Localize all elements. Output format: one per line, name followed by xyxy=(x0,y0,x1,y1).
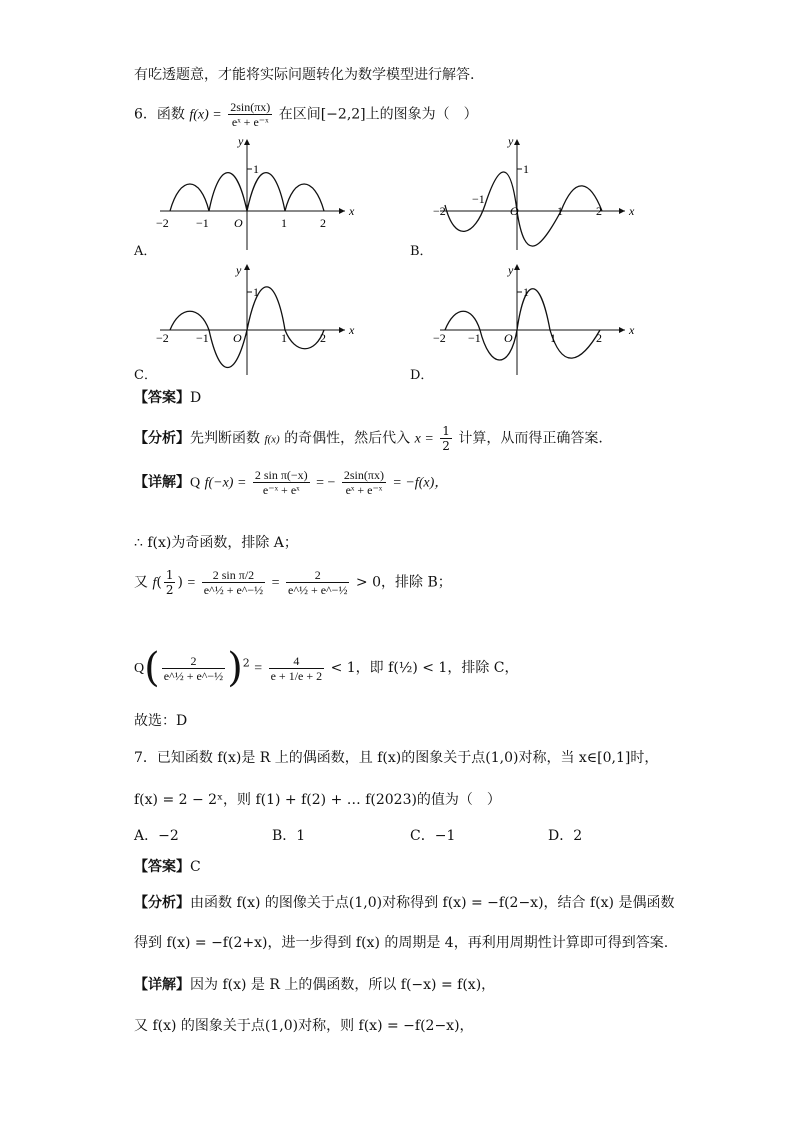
graph-a xyxy=(150,135,360,255)
q6-analysis-a: 先判断函数 xyxy=(190,430,260,447)
graph-b-y: y xyxy=(508,135,514,148)
graph-b-x: x xyxy=(629,204,635,218)
q6-step3-frac1-den: e^½ + e^−½ xyxy=(163,668,224,683)
q7-choice-b: B．1 xyxy=(272,828,306,844)
q7-choice-d: D．2 xyxy=(548,828,583,844)
q7-choice-c: C．−1 xyxy=(410,828,456,844)
option-d-label: D． xyxy=(410,368,434,383)
q6-analysis xyxy=(134,424,603,453)
graph-d-x: x xyxy=(629,323,635,337)
graph-a-tick-1: 1 xyxy=(281,216,287,230)
q6-detail-frac2 xyxy=(342,468,386,497)
q6-analysis-b: 的奇偶性，然后代入 xyxy=(284,430,411,447)
q6-detail-frac1-num: 2 sin π(−x) xyxy=(254,468,308,482)
q6-step3-eq: = xyxy=(254,661,263,676)
graph-a-one: 1 xyxy=(253,162,259,176)
q6-conclusion: 故选：D xyxy=(134,713,188,729)
q6-step2-f: f xyxy=(152,575,157,591)
graph-a-y: y xyxy=(238,135,244,148)
q6-step2-frac2 xyxy=(286,568,349,597)
graph-c-x: x xyxy=(349,323,355,337)
q6-stem xyxy=(134,100,478,129)
q7-answer xyxy=(134,857,201,877)
graph-c-tick-n1: −1 xyxy=(196,331,209,345)
q7-answer-tag: 【答案】 xyxy=(134,859,190,875)
q6-detail-1 xyxy=(134,468,448,497)
q7-analysis-2: 得到 f(x) = −f(2+x)，进一步得到 f(x) 的周期是 4，再利用周期性计算即可得到答案. xyxy=(134,935,669,951)
graph-c-one: 1 xyxy=(253,285,259,299)
q6-step2-frac2-num: 2 xyxy=(286,568,349,583)
q6-fraction-num: 2sin(πx) xyxy=(230,100,271,114)
q7-analysis-1 xyxy=(134,893,674,913)
graph-b-O: O xyxy=(510,204,519,218)
q6-detail-frac2-num: 2sin(πx) xyxy=(343,468,384,482)
q6-step3-tail: < 1，即 f(½) < 1，排除 C， xyxy=(330,660,519,676)
q6-analysis-tag: 【分析】 xyxy=(134,430,190,447)
graph-a-O: O xyxy=(234,216,243,230)
option-c-label: C． xyxy=(134,368,157,383)
graph-d-tick-n1: −1 xyxy=(468,331,481,345)
q6-answer-value: D xyxy=(190,390,202,406)
option-a-label: A． xyxy=(134,244,157,259)
q6-number: 6．函数 xyxy=(134,106,185,123)
q7-analysis-tag: 【分析】 xyxy=(134,895,190,911)
q6-step-1: ∴ f(x)为奇函数，排除 A； xyxy=(134,535,298,551)
q7-detail-2: 又 f(x) 的图象关于点(1,0)对称，则 f(x) = −f(2−x)， xyxy=(134,1018,474,1034)
q6-step2-eq: = xyxy=(271,575,280,591)
graph-c-y: y xyxy=(236,263,242,277)
q6-step2-a: 又 xyxy=(134,574,148,591)
q6-answer xyxy=(134,388,201,408)
q7-detail-1 xyxy=(134,975,495,995)
q6-step-2: 又 f( $\frac{1}{2}$ ) = $\frac{\text{2 sin π/2}}{\text{e\textasciicircum{}½ + e\textasciicircum{}−½}}$ = $\frac{2}{\text{e\textasciicircum{}½ + e\textasciicircum{}−½}}$ > 0，排除 B； xyxy=(134,568,452,597)
graph-d-one: 1 xyxy=(523,285,529,299)
q6-analysis-x: x = xyxy=(414,431,434,447)
q6-detail-eq: = − xyxy=(316,475,336,491)
q6-step2-frac1-num: 2 sin π/2 xyxy=(202,568,265,583)
graph-d-tick-1: 1 xyxy=(550,331,556,345)
graph-c xyxy=(150,260,360,380)
q6-detail-Q: Q xyxy=(190,475,201,491)
q6-step3-frac1-num: 2 xyxy=(162,654,225,669)
q6-analysis-half xyxy=(440,424,452,453)
graph-b-tick-n2: −2 xyxy=(433,204,446,218)
q6-analysis-fx: f(x) xyxy=(264,433,280,446)
q7-detail-tag: 【详解】 xyxy=(134,977,190,993)
q6-step2-frac2-den: e^½ + e^−½ xyxy=(288,583,348,597)
q6-detail-lhs: f(−x) = xyxy=(204,475,247,491)
q6-detail-frac1-den: e⁻ˣ + eˣ xyxy=(262,483,300,497)
q6-answer-tag: 【答案】 xyxy=(134,390,190,406)
curve-b xyxy=(445,172,602,246)
option-b-label: B． xyxy=(410,244,433,259)
graph-d-O: O xyxy=(504,331,513,345)
q6-step3-frac1 xyxy=(162,654,225,683)
q7-line-1: 7．已知函数 f(x)是 R 上的偶函数，且 f(x)的图象关于点(1,0)对称，当 x∈[0,1]时， xyxy=(134,750,659,766)
q7-detail-text-1: 因为 f(x) 是 R 上的偶函数，所以 f(−x) = f(x)， xyxy=(190,977,496,993)
q6-step3-frac2-num: 4 xyxy=(269,654,325,669)
graph-b-tick-1: 1 xyxy=(557,204,563,218)
graph-c-O: O xyxy=(233,331,242,345)
graph-c-tick-n2: −2 xyxy=(156,331,169,345)
q6-detail-tail: = −f(x)， xyxy=(392,475,449,491)
q6-analysis-half-num: 1 xyxy=(442,424,450,438)
q6-detail-tag: 【详解】 xyxy=(134,474,190,491)
q6-step-3 xyxy=(134,645,519,691)
q6-step2-eq0: = xyxy=(187,575,196,591)
q6-stem-tail: 在区间[−2,2]上的图象为（ ） xyxy=(278,106,478,123)
graph-d-y: y xyxy=(508,263,514,277)
q7-line-2: f(x) = 2 − 2ˣ，则 f(1) + f(2) + … f(2023)的值为（ ） xyxy=(134,792,501,808)
graph-b-tick-n1: −1 xyxy=(472,192,485,206)
graph-a-tick-n1: −1 xyxy=(196,216,209,230)
q6-detail-frac2-den: eˣ + e⁻ˣ xyxy=(345,483,383,497)
q6-step3-frac2-den: e + 1/e + 2 xyxy=(270,668,323,683)
graph-d xyxy=(430,260,640,380)
graph-a-tick-2: 2 xyxy=(320,216,326,230)
graph-b-tick-2: 2 xyxy=(596,204,602,218)
q6-fraction xyxy=(228,100,272,129)
graph-a-tick-n2: −2 xyxy=(156,216,169,230)
q6-step3-rparen: ) xyxy=(227,645,243,691)
q6-step2-half xyxy=(164,568,176,597)
q6-step2-half-den: 2 xyxy=(165,583,174,597)
q6-step2-frac1 xyxy=(202,568,265,597)
q7-analysis-text-1: 由函数 f(x) 的图像关于点(1,0)对称得到 f(x) = −f(2−x)，结合 f(x) 是偶函数 xyxy=(190,895,675,911)
graph-b xyxy=(430,135,640,255)
q6-step3-lparen: ( xyxy=(144,645,160,691)
graph-c-tick-1: 1 xyxy=(281,331,287,345)
graph-a-x: x xyxy=(349,204,355,218)
curve-d xyxy=(445,289,600,360)
q6-step3-sq: 2 xyxy=(242,656,250,670)
graph-d-tick-n2: −2 xyxy=(433,331,446,345)
q6-analysis-c: 计算，从而得正确答案. xyxy=(458,430,603,447)
q6-step3-Q: Q xyxy=(134,661,145,676)
graph-d-tick-2: 2 xyxy=(596,331,602,345)
graph-b-one: 1 xyxy=(523,162,529,176)
q6-fraction-den: eˣ + e⁻ˣ xyxy=(231,115,269,129)
q6-step2-half-num: 1 xyxy=(165,568,174,582)
q7-answer-value: C xyxy=(190,859,201,875)
q6-fx: f(x) = xyxy=(189,107,222,123)
q6-step3-frac2 xyxy=(269,654,325,683)
q6-analysis-half-den: 2 xyxy=(442,439,450,453)
q7-choice-a: A．−2 xyxy=(134,828,179,844)
graph-c-tick-2: 2 xyxy=(320,331,326,345)
q6-step2-tail: > 0，排除 B； xyxy=(355,574,452,591)
q6-detail-frac1 xyxy=(253,468,310,497)
q6-step2-frac1-den: e^½ + e^−½ xyxy=(203,583,264,597)
intro-line: 有吃透题意，才能将实际问题转化为数学模型进行解答. xyxy=(134,67,475,83)
